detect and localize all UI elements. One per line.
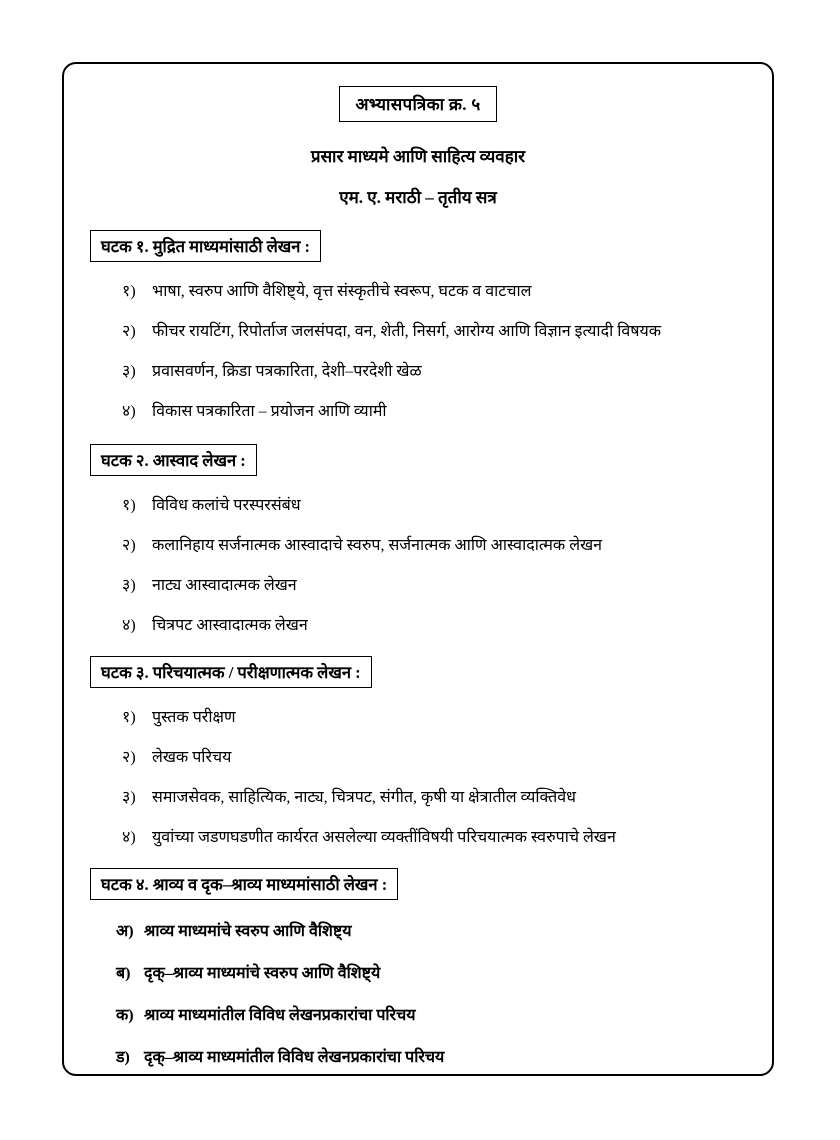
unit-section-4 [90, 868, 746, 1068]
item-marker: ४) [122, 829, 136, 846]
item-marker: २) [122, 537, 136, 554]
item-marker: क) [116, 1007, 134, 1024]
list-item [90, 964, 746, 984]
item-marker: १) [122, 497, 136, 514]
list-item [90, 322, 746, 342]
item-text: दृक्–श्राव्य माध्यमांतील विविध लेखनप्रकारांचा परिचय [144, 1049, 445, 1066]
list-item [90, 282, 746, 302]
unit-heading-3: घटक ३. परिचयात्मक / परीक्षणात्मक लेखन : [90, 656, 372, 688]
subject-title: प्रसार माध्यमे आणि साहित्य व्यवहार [310, 147, 526, 166]
item-text: श्राव्य माध्यमांतील विविध लेखनप्रकारांचा परिचय [144, 1007, 416, 1024]
item-marker: ३) [122, 363, 136, 380]
item-text: समाजसेवक, साहित्यिक, नाट्य, चित्रपट, संगीत, कृषी या क्षेत्रातील व्यक्तिवेध [152, 789, 576, 806]
list-item [90, 828, 746, 848]
unit-item-list-2 [90, 496, 746, 636]
list-item [90, 362, 746, 382]
unit-section-1 [90, 230, 746, 422]
item-marker: ३) [122, 789, 136, 806]
item-text: चित्रपट आस्वादात्मक लेखन [152, 617, 308, 634]
document-page [62, 62, 774, 1076]
item-text: नाट्य आस्वादात्मक लेखन [152, 577, 297, 594]
list-item [90, 748, 746, 768]
unit-heading-2: घटक २. आस्वाद लेखन : [90, 444, 257, 476]
item-text: फीचर रायटिंग, रिपोर्ताज जलसंपदा, वन, शेती, निसर्ग, आरोग्य आणि विज्ञान इत्यादी विषयक [152, 323, 662, 340]
item-marker: ४) [122, 617, 136, 634]
list-item [90, 536, 746, 556]
item-marker: २) [122, 749, 136, 766]
list-item [90, 788, 746, 808]
unit-heading-4: घटक ४. श्राव्य व दृक–श्राव्य माध्यमांसाठी लेखन : [90, 868, 398, 900]
unit-heading-1: घटक १. मुद्रित माध्यमांसाठी लेखन : [90, 230, 321, 262]
item-text: पुस्तक परीक्षण [152, 709, 236, 726]
item-text: कलानिहाय सर्जनात्मक आस्वादाचे स्वरुप, सर्जनात्मक आणि आस्वादात्मक लेखन [152, 537, 603, 554]
item-text: लेखक परिचय [152, 749, 232, 766]
item-marker: ड) [116, 1049, 130, 1066]
item-marker: ब) [116, 965, 131, 982]
item-marker: २) [122, 323, 136, 340]
unit-item-list-4 [90, 922, 746, 1068]
list-item [90, 922, 746, 942]
list-item [90, 708, 746, 728]
item-text: युवांच्या जडणघडणीत कार्यरत असलेल्या व्यक्तींविषयी परिचयात्मक स्वरुपाचे लेखन [152, 829, 616, 846]
item-text: श्राव्य माध्यमांचे स्वरुप आणि वैशिष्ट्य [144, 923, 352, 940]
item-marker: ३) [122, 577, 136, 594]
item-marker: १) [122, 709, 136, 726]
list-item [90, 402, 746, 422]
unit-section-2 [90, 444, 746, 636]
item-text: भाषा, स्वरुप आणि वैशिष्ट्ये, वृत्त संस्कृतीचे स्वरूप, घटक व वाटचाल [152, 283, 532, 300]
course-title: एम. ए. मराठी – तृतीय सत्र [339, 188, 497, 207]
unit-section-3 [90, 656, 746, 848]
document-body [64, 64, 772, 1076]
unit-item-list-3 [90, 708, 746, 848]
worksheet-title: अभ्यासपत्रिका क्र. ५ [339, 86, 498, 122]
item-marker: ४) [122, 403, 136, 420]
unit-item-list-1 [90, 282, 746, 422]
item-text: विविध कलांचे परस्परसंबंध [152, 497, 301, 514]
list-item [90, 496, 746, 516]
list-item [90, 576, 746, 596]
list-item [90, 1048, 746, 1068]
list-item [90, 616, 746, 636]
item-text: प्रवासवर्णन, क्रिडा पत्रकारिता, देशी–परदेशी खेळ [152, 363, 422, 380]
item-text: दृक्–श्राव्य माध्यमांचे स्वरुप आणि वैशिष्ट्ये [144, 965, 381, 982]
item-marker: अ) [116, 923, 134, 940]
item-marker: १) [122, 283, 136, 300]
item-text: विकास पत्रकारिता – प्रयोजन आणि व्यामी [152, 403, 387, 420]
list-item [90, 1006, 746, 1026]
